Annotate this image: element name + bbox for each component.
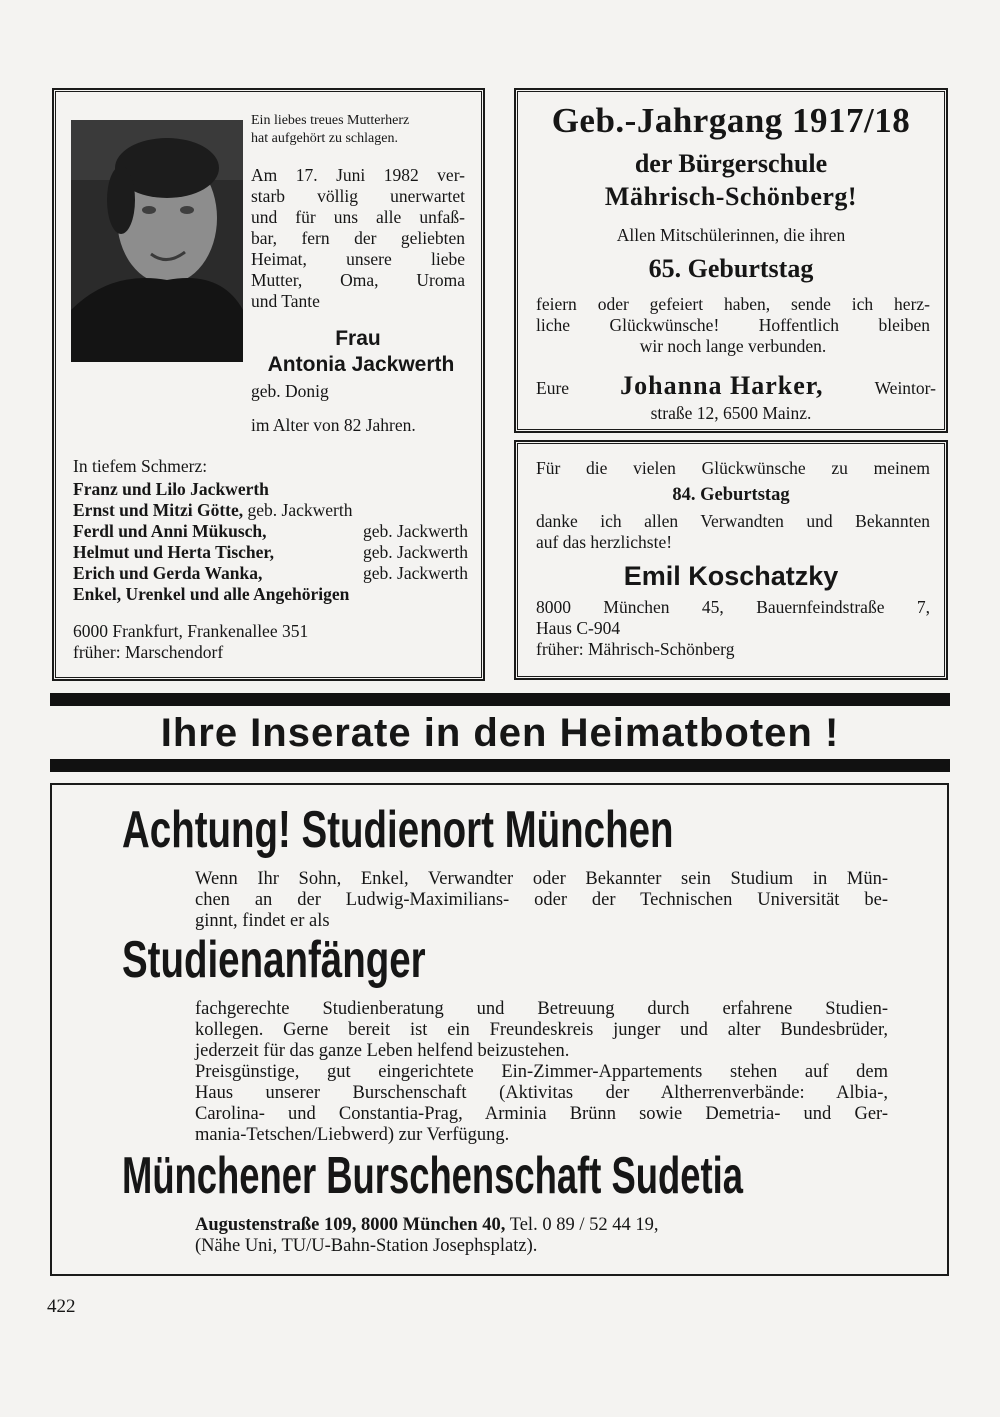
birthday-heading: 65. Geburtstag xyxy=(648,254,814,283)
mourner-suffix: geb. Jackwerth xyxy=(243,500,353,520)
obituary-notice xyxy=(52,88,485,681)
mourner-row xyxy=(73,479,468,500)
body-line: kollegen. Gerne bereit ist ein Freundeskreis junger und alter Bundesbrüder, xyxy=(195,1020,888,1040)
former-residence: früher: Marschendorf xyxy=(73,642,224,662)
ad-contact xyxy=(195,1215,888,1257)
mourner-row xyxy=(73,542,468,563)
closing-word: Eure xyxy=(536,378,570,398)
body-line: starb völlig unerwartet xyxy=(251,186,465,206)
school-line: der Bürgerschule xyxy=(634,149,828,178)
banner-rule xyxy=(50,759,950,772)
mourner-suffix: geb. Jackwerth xyxy=(363,542,468,562)
portrait-photo xyxy=(71,120,243,362)
street-address: Augustenstraße 109, 8000 München 40, xyxy=(195,1215,506,1235)
birthday-heading: 84. Geburtstag xyxy=(672,485,790,505)
mourners-intro: In tiefem Schmerz: xyxy=(73,456,208,476)
mourner-names: Ernst und Mitzi Götte, xyxy=(73,500,244,520)
deceased-name: Antonia Jackwerth xyxy=(267,353,455,376)
body-line: Mutter, Oma, Uroma xyxy=(251,270,465,290)
thanks-line: danke ich allen Verwandten und Bekannten xyxy=(536,511,930,531)
former-residence: früher: Mährisch-Schönberg xyxy=(536,639,735,659)
ad-body xyxy=(195,999,888,1146)
address: 6000 Frankfurt, Frankenallee 351 xyxy=(73,621,309,641)
location-hint: (Nähe Uni, TU/U-Bahn-Station Josephsplatz). xyxy=(195,1236,538,1256)
signer-name: Johanna Harker, xyxy=(620,371,824,400)
intro-line: hat aufgehört zu schlagen. xyxy=(251,131,398,146)
mourner-row xyxy=(73,584,468,605)
body-line: Carolina- und Constantia-Prag, Arminia Brünn sowie Demetria- und Ger- xyxy=(195,1104,888,1124)
body-line: mania-Tetschen/Liebwerd) zur Verfügung. xyxy=(195,1125,510,1145)
mourner-row xyxy=(73,521,468,542)
mourner-names: Ferdl und Anni Mükusch, xyxy=(73,521,267,541)
body-line: und Tante xyxy=(251,291,320,311)
mourner-names: Helmut und Herta Tischer, xyxy=(73,542,274,562)
banner-headline: Ihre Inserate in den Heimatboten ! xyxy=(160,711,840,755)
thanks-line: auf das herzlichste! xyxy=(536,532,673,552)
school-line: Mährisch-Schönberg! xyxy=(604,182,858,211)
contact-line xyxy=(195,1215,888,1236)
salutation: Frau xyxy=(335,327,381,350)
obituary-intro xyxy=(251,112,465,148)
mourner-names: Erich und Gerda Wanka, xyxy=(73,563,263,583)
street-fragment: Weintor- xyxy=(874,378,936,398)
intro-line: Ein liebes treues Mutterherz xyxy=(251,113,410,128)
ad-subhead: Studienanfänger xyxy=(122,931,426,989)
body-line: jederzeit für das ganze Leben helfend beizustehen. xyxy=(195,1041,570,1061)
body-line: fachgerechte Studienberatung und Betreuung durch erfahrene Studien- xyxy=(195,999,888,1019)
ad-headline: Achtung! Studienort München xyxy=(122,801,674,859)
body-line: Preisgünstige, gut eingerichtete Ein-Zimmer-Appartements stehen auf dem xyxy=(195,1062,888,1082)
wish-line: feiern oder gefeiert haben, sende ich herz- xyxy=(536,294,930,314)
mourner-names: Enkel, Urenkel und alle Angehörigen xyxy=(73,584,350,604)
mourner-row xyxy=(73,500,468,521)
wish-line: liche Glückwünsche! Hoffentlich bleiben xyxy=(536,315,930,335)
age-line: im Alter von 82 Jahren. xyxy=(251,415,416,435)
mourner-names: Franz und Lilo Jackwerth xyxy=(73,479,269,499)
wish-text xyxy=(536,294,930,357)
birthday-thanks-notice xyxy=(514,440,948,680)
mourner-suffix: geb. Jackwerth xyxy=(363,521,468,541)
thanks-line: Für die vielen Glückwünsche zu meinem xyxy=(536,458,930,478)
mourner-suffix: geb. Jackwerth xyxy=(363,563,468,583)
ad-intro xyxy=(195,869,888,932)
organization-name: Münchener Burschenschaft Sudetia xyxy=(122,1147,743,1205)
mourners-list xyxy=(73,456,468,663)
body-line: Heimat, unsere liebe xyxy=(251,249,465,269)
signer-address: straße 12, 6500 Mainz. xyxy=(650,403,812,423)
body-line: und für uns alle unfaß- xyxy=(251,207,465,227)
class-reunion-notice xyxy=(514,88,948,433)
banner-rule xyxy=(50,693,950,706)
student-fraternity-ad xyxy=(50,783,949,1276)
intro-line: Wenn Ihr Sohn, Enkel, Verwandter oder Bekannter sein Studium in Mün- xyxy=(195,869,888,889)
wish-line: wir noch lange verbunden. xyxy=(639,336,827,356)
phone-number: Tel. 0 89 / 52 44 19, xyxy=(505,1215,659,1235)
body-line: Haus unserer Burschenschaft (Aktivitas der Altherrenverbände: Albia-, xyxy=(195,1083,888,1103)
intro-line: chen an der Ludwig-Maximilians- oder der Technischen Universität be- xyxy=(195,890,888,910)
sender-address: Haus C-904 xyxy=(536,618,621,638)
signer-line xyxy=(536,371,936,401)
sender-name: Emil Koschatzky xyxy=(623,561,839,591)
sender-address: 8000 München 45, Bauernfeindstraße 7, xyxy=(536,597,930,617)
notice-title: Geb.-Jahrgang 1917/18 xyxy=(551,101,911,140)
body-line: Am 17. Juni 1982 ver- xyxy=(251,165,465,185)
obituary-body xyxy=(251,165,465,312)
mourner-row xyxy=(73,563,468,584)
maiden-name: geb. Donig xyxy=(251,381,329,401)
body-line: bar, fern der geliebten xyxy=(251,228,465,248)
page-number: 422 xyxy=(47,1296,76,1317)
intro-line: ginnt, findet er als xyxy=(195,911,330,931)
greeting-line: Allen Mitschülerinnen, die ihren xyxy=(616,225,846,245)
